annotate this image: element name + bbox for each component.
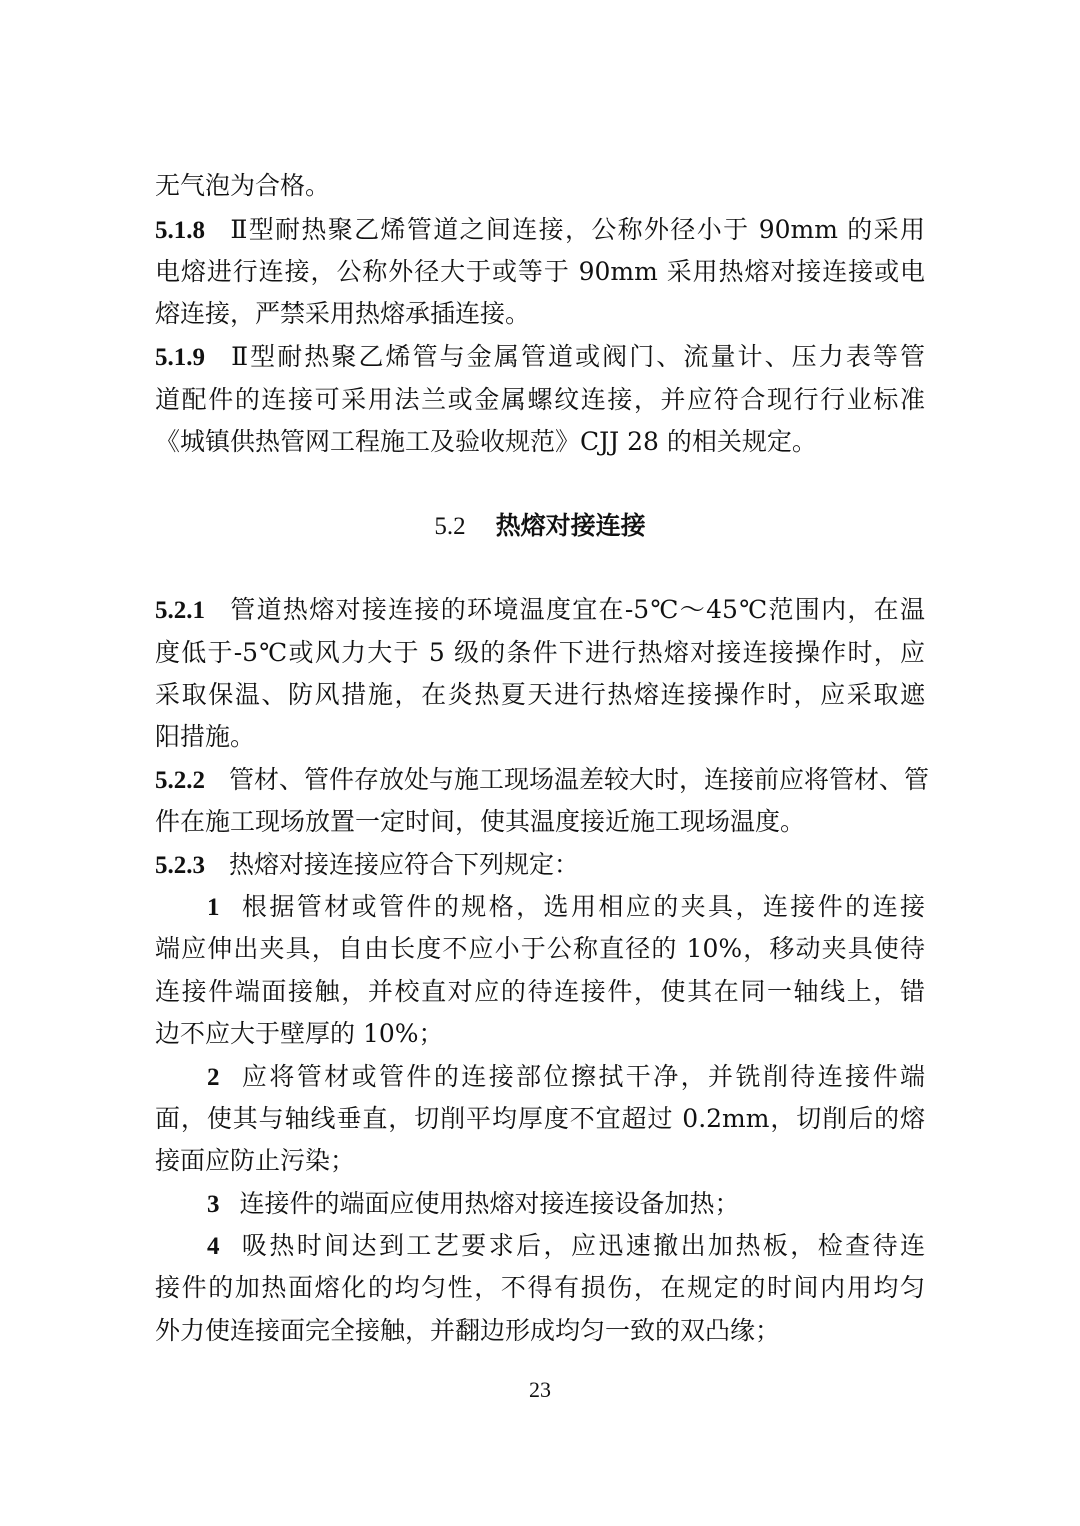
clause-text: 管材、管件存放处与施工现场温差较大时，连接前应将管材、管 (229, 765, 930, 794)
clause-number: 5.2.1 (155, 597, 205, 624)
text-line: 接件的加热面熔化的均匀性，不得有损伤，在规定的时间内用均匀 (155, 1273, 925, 1302)
item-text: 应将管材或管件的连接部位擦拭干净，并铣削待连接件端 (239, 1062, 925, 1091)
item-number: 2 (207, 1064, 220, 1091)
section-heading (155, 506, 925, 547)
text-line: 无气泡为合格。 (155, 171, 331, 200)
text-line: 件在施工现场放置一定时间，使其温度接近施工现场温度。 (155, 807, 806, 836)
clause-text: Ⅱ型耐热聚乙烯管与金属管道或阀门、流量计、压力表等管 (229, 342, 925, 371)
clause-5-2-3-line-1 (155, 845, 579, 885)
text-line: 接面应防止污染； (155, 1146, 356, 1175)
text-line: 度低于-5℃或风力大于 5 级的条件下进行热熔对接连接操作时，应 (155, 638, 925, 667)
clause-number: 5.1.9 (155, 344, 205, 371)
text-line: 边不应大于壁厚的 10%； (155, 1019, 444, 1048)
clause-number: 5.2.3 (155, 852, 205, 879)
item-number: 1 (207, 894, 220, 921)
text-line: 端应伸出夹具，自由长度不应小于公称直径的 10%，移动夹具使待 (155, 934, 926, 963)
page-number: 23 (529, 1377, 551, 1402)
clause-number: 5.2.2 (155, 767, 205, 794)
text-line: 阳措施。 (155, 722, 256, 751)
clause-5-1-9-line-1 (155, 337, 925, 377)
item-4-line-1 (207, 1226, 925, 1266)
section-title: 热熔对接连接 (495, 511, 646, 540)
clause-text: 热熔对接连接应符合下列规定： (229, 850, 580, 879)
item-number: 3 (207, 1191, 220, 1218)
clause-text: Ⅱ型耐热聚乙烯管道之间连接，公称外径小于 90mm 的采用 (229, 215, 925, 244)
clause-text: 管道热熔对接连接的环境温度宜在-5℃～45℃范围内，在温 (229, 595, 925, 624)
text-line: 外力使连接面完全接触，并翻边形成均匀一致的双凸缘； (155, 1316, 781, 1345)
item-text: 连接件的端面应使用热熔对接连接设备加热； (239, 1189, 740, 1218)
clause-number: 5.1.8 (155, 217, 205, 244)
section-number: 5.2 (434, 513, 466, 540)
text-line: 连接件端面接触，并校直对应的待连接件，使其在同一轴线上，错 (155, 977, 925, 1006)
text-line: 面，使其与轴线垂直，切削平均厚度不宜超过 0.2mm，切削后的熔 (155, 1104, 925, 1133)
text-line: 采取保温、防风措施，在炎热夏天进行热熔连接操作时，应采取遮 (155, 680, 925, 709)
item-number: 4 (207, 1233, 220, 1260)
document-page (155, 0, 930, 1526)
item-text: 根据管材或管件的规格，选用相应的夹具，连接件的连接 (239, 892, 925, 921)
clause-5-1-8-line-1 (155, 210, 925, 250)
text-line: 熔连接，严禁采用热熔承插连接。 (155, 299, 531, 328)
item-2-line-1 (207, 1057, 925, 1097)
item-text: 吸热时间达到工艺要求后，应迅速撤出加热板，检查待连 (239, 1231, 925, 1260)
clause-5-2-2-line-1 (155, 760, 930, 800)
clause-5-2-1-line-1 (155, 590, 925, 630)
text-line: 电熔进行连接，公称外径大于或等于 90mm 采用热熔对接连接或电 (155, 257, 925, 286)
item-3-line-1 (207, 1184, 740, 1224)
text-line: 《城镇供热管网工程施工及验收规范》CJJ 28 的相关规定。 (155, 427, 817, 456)
text-line: 道配件的连接可采用法兰或金属螺纹连接，并应符合现行行业标准 (155, 385, 925, 414)
item-1-line-1 (207, 887, 925, 927)
